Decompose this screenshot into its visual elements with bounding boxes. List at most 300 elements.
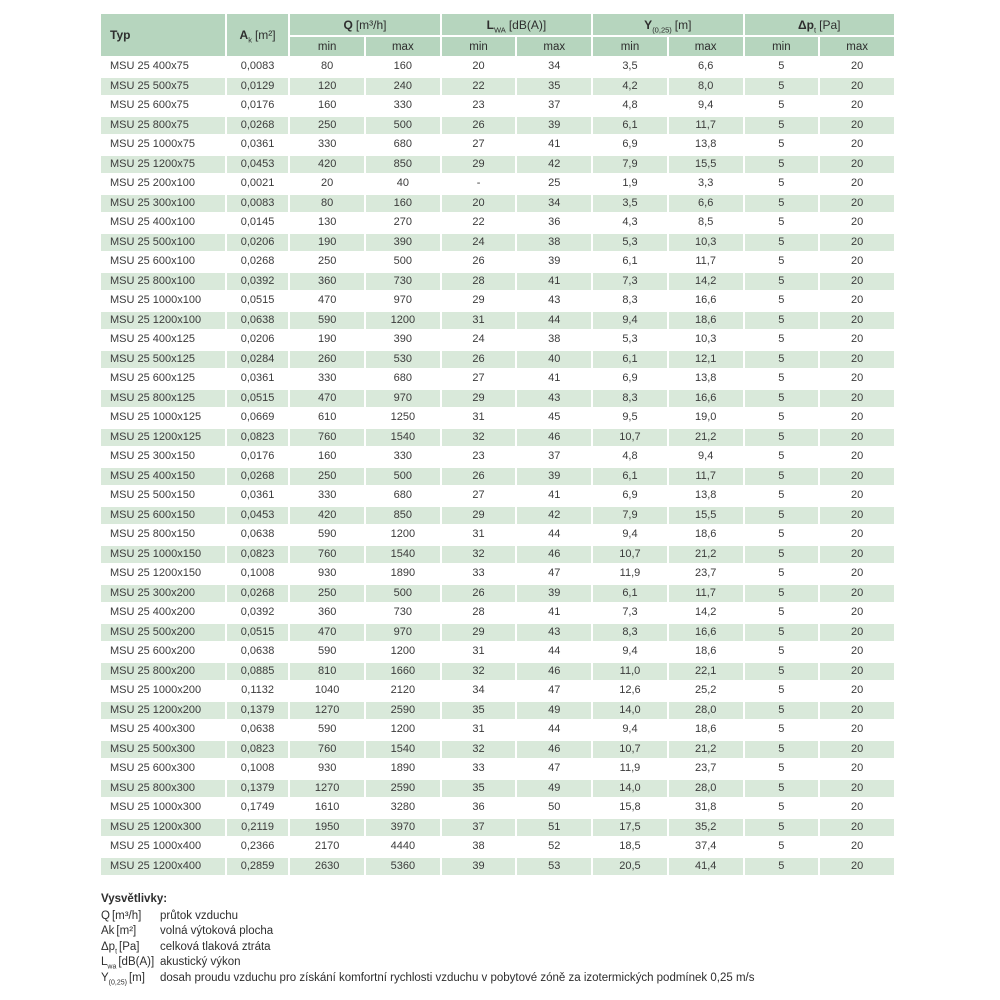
value-cell: 1040 [290, 682, 364, 700]
value-cell: 0,0515 [227, 292, 288, 310]
lwa-header-label: L [486, 17, 494, 32]
value-cell: 120 [290, 78, 364, 96]
ak-header-label: A [239, 28, 249, 42]
value-cell: 29 [442, 390, 516, 408]
legend-description: volná výtoková plocha [160, 925, 274, 938]
value-cell: 20 [820, 721, 894, 739]
value-cell: 34 [517, 195, 591, 213]
value-cell: 1660 [366, 663, 440, 681]
value-cell: 35,2 [669, 819, 743, 837]
value-cell: 20 [820, 58, 894, 76]
value-cell: 49 [517, 780, 591, 798]
lwa-header-sub: WA [494, 24, 506, 34]
typ-cell: MSU 25 500x125 [101, 351, 225, 369]
value-cell: 1540 [366, 429, 440, 447]
value-cell: 0,0361 [227, 136, 288, 154]
value-cell: 590 [290, 526, 364, 544]
value-cell: 20 [820, 429, 894, 447]
value-cell: 1200 [366, 643, 440, 661]
lwa-min-header: min [442, 37, 516, 56]
value-cell: 11,7 [669, 253, 743, 271]
typ-cell: MSU 25 600x300 [101, 760, 225, 778]
column-header-typ [101, 14, 225, 56]
value-cell: 9,4 [593, 643, 667, 661]
y025-header-unit: [m] [674, 17, 692, 32]
value-cell: 39 [517, 253, 591, 271]
value-cell: 41 [517, 273, 591, 291]
table-row [101, 195, 894, 213]
value-cell: 43 [517, 624, 591, 642]
value-cell: 5 [745, 858, 819, 876]
value-cell: 20 [820, 370, 894, 388]
value-cell: 23 [442, 448, 516, 466]
value-cell: 20 [820, 117, 894, 135]
value-cell: 44 [517, 643, 591, 661]
value-cell: 80 [290, 195, 364, 213]
value-cell: 9,4 [669, 448, 743, 466]
value-cell: 20 [442, 58, 516, 76]
value-cell: 44 [517, 721, 591, 739]
value-cell: 360 [290, 273, 364, 291]
value-cell: 20 [820, 156, 894, 174]
value-cell: 590 [290, 643, 364, 661]
table-row [101, 117, 894, 135]
typ-cell: MSU 25 1000x300 [101, 799, 225, 817]
value-cell: 810 [290, 663, 364, 681]
value-cell: 17,5 [593, 819, 667, 837]
value-cell: - [442, 175, 516, 193]
value-cell: 20 [820, 487, 894, 505]
value-cell: 0,0361 [227, 370, 288, 388]
q-header-unit: [m³/h] [355, 17, 387, 32]
value-cell: 8,3 [593, 390, 667, 408]
value-cell: 250 [290, 253, 364, 271]
table-row [101, 721, 894, 739]
value-cell: 20 [820, 390, 894, 408]
value-cell: 5 [745, 117, 819, 135]
value-cell: 44 [517, 526, 591, 544]
table-row [101, 292, 894, 310]
table-row [101, 253, 894, 271]
value-cell: 5 [745, 312, 819, 330]
value-cell: 0,0268 [227, 117, 288, 135]
legend-symbol: $\Delta p_t$ [Pa] [101, 940, 140, 956]
q-header-label: Q [343, 17, 353, 32]
value-cell: 680 [366, 370, 440, 388]
value-cell: 0,0453 [227, 156, 288, 174]
value-cell: 20 [820, 175, 894, 193]
value-cell: 9,4 [593, 526, 667, 544]
value-cell: 0,0515 [227, 624, 288, 642]
value-cell: 20 [820, 409, 894, 427]
value-cell: 5 [745, 156, 819, 174]
value-cell: 37 [517, 448, 591, 466]
value-cell: 0,0361 [227, 487, 288, 505]
value-cell: 31 [442, 526, 516, 544]
value-cell: 19,0 [669, 409, 743, 427]
value-cell: 7,3 [593, 273, 667, 291]
value-cell: 10,3 [669, 234, 743, 252]
value-cell: 240 [366, 78, 440, 96]
value-cell: 40 [366, 175, 440, 193]
typ-cell: MSU 25 600x200 [101, 643, 225, 661]
table-row [101, 487, 894, 505]
value-cell: 43 [517, 390, 591, 408]
typ-cell: MSU 25 1200x100 [101, 312, 225, 330]
value-cell: 250 [290, 117, 364, 135]
typ-cell: MSU 25 800x75 [101, 117, 225, 135]
value-cell: 14,0 [593, 780, 667, 798]
value-cell: 28,0 [669, 702, 743, 720]
value-cell: 470 [290, 624, 364, 642]
value-cell: 27 [442, 370, 516, 388]
value-cell: 29 [442, 156, 516, 174]
value-cell: 38 [517, 234, 591, 252]
value-cell: 26 [442, 585, 516, 603]
value-cell: 20 [820, 195, 894, 213]
value-cell: 35 [442, 702, 516, 720]
table-row [101, 78, 894, 96]
value-cell: 7,9 [593, 156, 667, 174]
legend [101, 892, 754, 986]
value-cell: 15,8 [593, 799, 667, 817]
value-cell: 5 [745, 741, 819, 759]
value-cell: 6,1 [593, 585, 667, 603]
value-cell: 7,9 [593, 507, 667, 525]
value-cell: 0,0268 [227, 585, 288, 603]
value-cell: 0,0823 [227, 546, 288, 564]
value-cell: 49 [517, 702, 591, 720]
value-cell: 41 [517, 370, 591, 388]
value-cell: 330 [290, 370, 364, 388]
value-cell: 37,4 [669, 838, 743, 856]
value-cell: 5 [745, 799, 819, 817]
value-cell: 0,0638 [227, 643, 288, 661]
value-cell: 190 [290, 234, 364, 252]
value-cell: 0,2859 [227, 858, 288, 876]
table-row [101, 409, 894, 427]
value-cell: 18,6 [669, 312, 743, 330]
value-cell: 53 [517, 858, 591, 876]
value-cell: 20 [820, 331, 894, 349]
value-cell: 11,7 [669, 117, 743, 135]
typ-cell: MSU 25 800x300 [101, 780, 225, 798]
value-cell: 0,0638 [227, 526, 288, 544]
value-cell: 1890 [366, 760, 440, 778]
value-cell: 250 [290, 585, 364, 603]
value-cell: 11,0 [593, 663, 667, 681]
q-max-header: max [366, 37, 440, 56]
typ-cell: MSU 25 500x200 [101, 624, 225, 642]
value-cell: 29 [442, 292, 516, 310]
value-cell: 1540 [366, 741, 440, 759]
value-cell: 9,4 [669, 97, 743, 115]
value-cell: 20 [820, 838, 894, 856]
table-row [101, 546, 894, 564]
value-cell: 160 [366, 58, 440, 76]
value-cell: 20 [820, 702, 894, 720]
value-cell: 37 [442, 819, 516, 837]
value-cell: 14,0 [593, 702, 667, 720]
value-cell: 0,0176 [227, 448, 288, 466]
value-cell: 330 [290, 487, 364, 505]
value-cell: 31 [442, 409, 516, 427]
value-cell: 1,9 [593, 175, 667, 193]
legend-description: dosah proudu vzduchu pro získání komfortní rychlosti vzduchu v pobytové zóně za izotermických podmínek 0,25 m/s [160, 971, 755, 984]
typ-cell: MSU 25 200x100 [101, 175, 225, 193]
value-cell: 80 [290, 58, 364, 76]
value-cell: 41 [517, 604, 591, 622]
dpt-header-unit: [Pa] [819, 17, 841, 32]
value-cell: 25,2 [669, 682, 743, 700]
value-cell: 390 [366, 234, 440, 252]
value-cell: 20 [820, 448, 894, 466]
value-cell: 15,5 [669, 156, 743, 174]
table-row [101, 565, 894, 583]
legend-description: akustický výkon [160, 956, 241, 969]
value-cell: 37 [517, 97, 591, 115]
table-row [101, 351, 894, 369]
table-row [101, 507, 894, 525]
value-cell: 190 [290, 331, 364, 349]
value-cell: 21,2 [669, 741, 743, 759]
value-cell: 0,2119 [227, 819, 288, 837]
value-cell: 0,0268 [227, 468, 288, 486]
value-cell: 5 [745, 448, 819, 466]
value-cell: 8,3 [593, 292, 667, 310]
table-row [101, 741, 894, 759]
value-cell: 41,4 [669, 858, 743, 876]
table-row [101, 214, 894, 232]
value-cell: 20 [820, 682, 894, 700]
value-cell: 0,0392 [227, 273, 288, 291]
value-cell: 0,0669 [227, 409, 288, 427]
value-cell: 33 [442, 760, 516, 778]
typ-cell: MSU 25 500x75 [101, 78, 225, 96]
value-cell: 16,6 [669, 292, 743, 310]
value-cell: 5 [745, 390, 819, 408]
typ-cell: MSU 25 600x75 [101, 97, 225, 115]
value-cell: 34 [442, 682, 516, 700]
value-cell: 42 [517, 507, 591, 525]
value-cell: 0,1008 [227, 565, 288, 583]
typ-cell: MSU 25 1200x75 [101, 156, 225, 174]
value-cell: 1200 [366, 721, 440, 739]
typ-cell: MSU 25 500x150 [101, 487, 225, 505]
value-cell: 2590 [366, 702, 440, 720]
y025-max-header: max [669, 37, 743, 56]
legend-symbol: $L_{wa}$ [dB(A)] [101, 956, 155, 971]
legend-item [101, 940, 754, 955]
legend-item [101, 971, 754, 986]
value-cell: 500 [366, 117, 440, 135]
value-cell: 0,0021 [227, 175, 288, 193]
value-cell: 31,8 [669, 799, 743, 817]
value-cell: 4,3 [593, 214, 667, 232]
typ-cell: MSU 25 800x150 [101, 526, 225, 544]
table-row [101, 643, 894, 661]
legend-symbol: $Y_{(0,25)}$ [m] [101, 971, 145, 986]
value-cell: 10,7 [593, 546, 667, 564]
value-cell: 36 [442, 799, 516, 817]
legend-symbol: Ak [m²] [101, 925, 137, 938]
typ-cell: MSU 25 800x125 [101, 390, 225, 408]
value-cell: 47 [517, 760, 591, 778]
value-cell: 26 [442, 351, 516, 369]
product-data-table [99, 12, 896, 877]
value-cell: 9,4 [593, 312, 667, 330]
value-cell: 130 [290, 214, 364, 232]
typ-cell: MSU 25 1200x150 [101, 565, 225, 583]
value-cell: 850 [366, 156, 440, 174]
column-header-ak [227, 14, 288, 56]
typ-cell: MSU 25 1200x400 [101, 858, 225, 876]
value-cell: 3,3 [669, 175, 743, 193]
value-cell: 160 [366, 195, 440, 213]
value-cell: 18,6 [669, 643, 743, 661]
value-cell: 5 [745, 663, 819, 681]
value-cell: 23,7 [669, 760, 743, 778]
table-row [101, 702, 894, 720]
value-cell: 5 [745, 526, 819, 544]
value-cell: 10,7 [593, 429, 667, 447]
value-cell: 4,2 [593, 78, 667, 96]
value-cell: 5 [745, 195, 819, 213]
value-cell: 5 [745, 409, 819, 427]
value-cell: 18,6 [669, 721, 743, 739]
value-cell: 760 [290, 546, 364, 564]
value-cell: 5 [745, 507, 819, 525]
value-cell: 5,3 [593, 331, 667, 349]
value-cell: 5 [745, 565, 819, 583]
value-cell: 20 [820, 760, 894, 778]
typ-cell: MSU 25 400x200 [101, 604, 225, 622]
value-cell: 0,2366 [227, 838, 288, 856]
value-cell: 5 [745, 97, 819, 115]
value-cell: 32 [442, 741, 516, 759]
value-cell: 16,6 [669, 624, 743, 642]
value-cell: 0,1379 [227, 702, 288, 720]
typ-cell: MSU 25 1200x125 [101, 429, 225, 447]
value-cell: 2590 [366, 780, 440, 798]
value-cell: 3,5 [593, 58, 667, 76]
legend-description: průtok vzduchu [160, 910, 238, 922]
typ-cell: MSU 25 600x150 [101, 507, 225, 525]
value-cell: 42 [517, 156, 591, 174]
value-cell: 0,0638 [227, 721, 288, 739]
legend-symbol: Q [m³/h] [101, 910, 142, 922]
value-cell: 26 [442, 253, 516, 271]
value-cell: 590 [290, 721, 364, 739]
value-cell: 8,0 [669, 78, 743, 96]
table-row [101, 429, 894, 447]
value-cell: 5 [745, 175, 819, 193]
value-cell: 6,9 [593, 487, 667, 505]
table-row [101, 585, 894, 603]
value-cell: 6,9 [593, 370, 667, 388]
value-cell: 1200 [366, 312, 440, 330]
table-row [101, 624, 894, 642]
value-cell: 5 [745, 819, 819, 837]
value-cell: 46 [517, 546, 591, 564]
typ-cell: MSU 25 400x75 [101, 58, 225, 76]
value-cell: 500 [366, 468, 440, 486]
y025-header-label: Y [644, 17, 653, 32]
value-cell: 25 [517, 175, 591, 193]
value-cell: 500 [366, 253, 440, 271]
value-cell: 20 [820, 312, 894, 330]
value-cell: 10,3 [669, 331, 743, 349]
value-cell: 13,8 [669, 487, 743, 505]
value-cell: 6,1 [593, 468, 667, 486]
value-cell: 0,0823 [227, 429, 288, 447]
value-cell: 270 [366, 214, 440, 232]
value-cell: 9,4 [593, 721, 667, 739]
value-cell: 160 [290, 97, 364, 115]
value-cell: 1610 [290, 799, 364, 817]
dpt-max-header: max [820, 37, 894, 56]
table-row [101, 838, 894, 856]
value-cell: 50 [517, 799, 591, 817]
value-cell: 34 [517, 58, 591, 76]
value-cell: 500 [366, 585, 440, 603]
value-cell: 20 [820, 78, 894, 96]
value-cell: 5 [745, 546, 819, 564]
value-cell: 43 [517, 292, 591, 310]
value-cell: 26 [442, 468, 516, 486]
value-cell: 0,0823 [227, 741, 288, 759]
value-cell: 590 [290, 312, 364, 330]
value-cell: 0,1008 [227, 760, 288, 778]
table-row [101, 136, 894, 154]
value-cell: 260 [290, 351, 364, 369]
table-body [101, 58, 894, 875]
value-cell: 420 [290, 156, 364, 174]
value-cell: 1270 [290, 702, 364, 720]
value-cell: 20 [820, 546, 894, 564]
value-cell: 40 [517, 351, 591, 369]
value-cell: 13,8 [669, 136, 743, 154]
value-cell: 38 [517, 331, 591, 349]
value-cell: 22 [442, 214, 516, 232]
value-cell: 0,0284 [227, 351, 288, 369]
value-cell: 330 [366, 97, 440, 115]
legend-item [101, 924, 754, 939]
legend-item [101, 955, 754, 970]
value-cell: 47 [517, 682, 591, 700]
value-cell: 28 [442, 604, 516, 622]
value-cell: 5 [745, 429, 819, 447]
value-cell: 0,0129 [227, 78, 288, 96]
value-cell: 20 [820, 624, 894, 642]
value-cell: 3970 [366, 819, 440, 837]
dpt-min-header: min [745, 37, 819, 56]
value-cell: 20 [820, 97, 894, 115]
column-group-y025 [593, 14, 742, 35]
value-cell: 22 [442, 78, 516, 96]
value-cell: 5 [745, 214, 819, 232]
value-cell: 23 [442, 97, 516, 115]
value-cell: 51 [517, 819, 591, 837]
value-cell: 20 [820, 858, 894, 876]
table-row [101, 331, 894, 349]
value-cell: 23,7 [669, 565, 743, 583]
value-cell: 1890 [366, 565, 440, 583]
value-cell: 2630 [290, 858, 364, 876]
value-cell: 5 [745, 702, 819, 720]
value-cell: 5 [745, 682, 819, 700]
value-cell: 22,1 [669, 663, 743, 681]
